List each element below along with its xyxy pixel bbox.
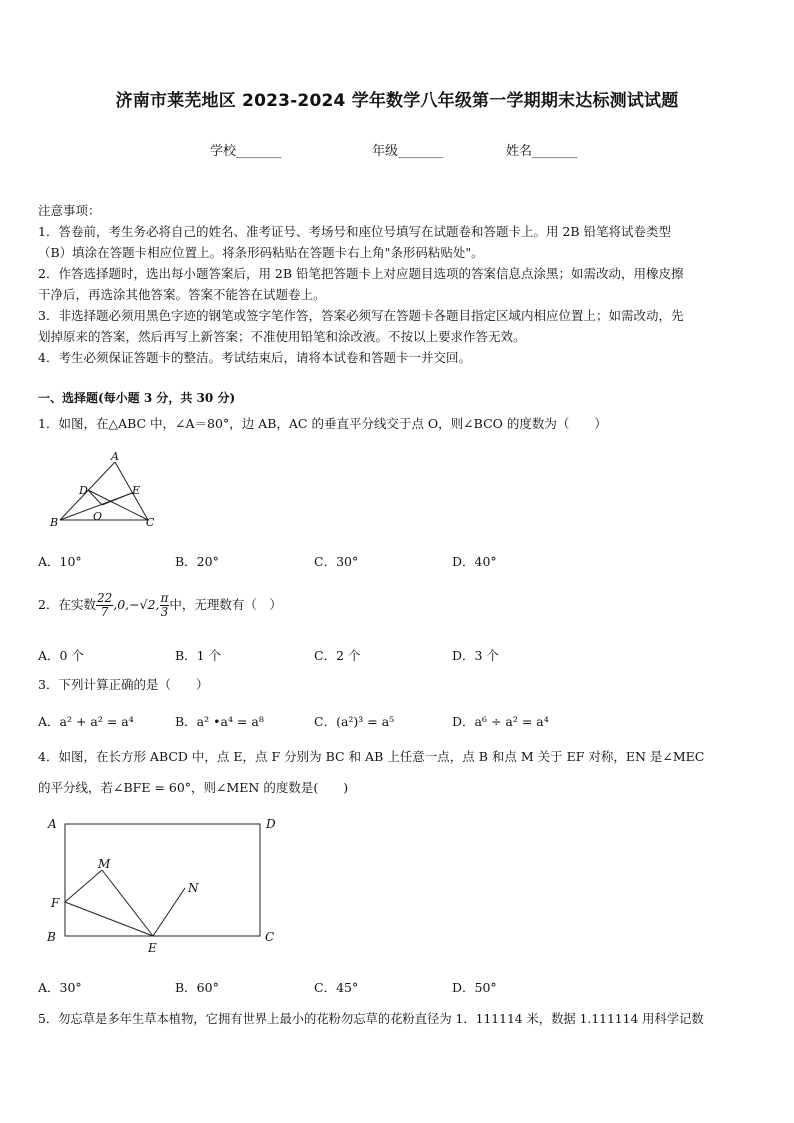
notice-line-5: 3．非选择题必须用黑色字迹的钢笔或签字笔作答，答案必须写在答题卡各题目指定区域内相应位置上；如需改动，先 (38, 308, 684, 323)
q1-option-c[interactable]: C．30° (314, 554, 359, 569)
q2-option-d[interactable]: D．3 个 (452, 648, 499, 663)
q4-label-m: M (98, 857, 111, 871)
q3-option-c[interactable]: C．(a²)³ = a⁵ (314, 714, 395, 729)
fraction-numerator: π (160, 591, 169, 605)
q1-label-d: D (79, 484, 88, 497)
q4-option-b[interactable]: B．60° (175, 980, 219, 995)
q1-label-b: B (50, 516, 59, 529)
rectangle-abcd (65, 824, 260, 936)
q2-option-b[interactable]: B．1 个 (175, 648, 222, 663)
segment-do (88, 490, 102, 505)
q4-label-n: N (188, 881, 199, 895)
q4-label-e: E (148, 941, 157, 955)
school-field[interactable]: 学校_______ (210, 144, 282, 159)
notice-line-4: 干净后，再选涂其他答案。答案不能答在试题卷上。 (38, 287, 326, 302)
segment-fm (65, 870, 102, 902)
section-heading: 一、选择题(每小题 3 分，共 30 分) (38, 391, 236, 405)
q2-option-a[interactable]: A．0 个 (38, 648, 84, 663)
q4-label-f: F (51, 896, 60, 910)
q3-option-b[interactable]: B．a² •a⁴ = a⁸ (175, 714, 264, 729)
q4-label-b: B (47, 930, 56, 944)
q2-prefix: 2．在实数 (38, 597, 96, 612)
q2-middle: ,0,−√2, (113, 597, 160, 612)
fraction-pi-3 (160, 592, 170, 619)
fraction-denominator: 7 (100, 605, 109, 619)
q2-option-c[interactable]: C．2 个 (314, 648, 361, 663)
notice-line-3: 2．作答选择题时，选出每小题答案后，用 2B 铅笔把答题卡上对应题目选项的答案信息点涂黑；如需改动，用橡皮擦 (38, 266, 684, 281)
q4-option-d[interactable]: D．50° (452, 980, 497, 995)
q4-stem-line-2: 的平分线，若∠BFE = 60°，则∠MEN 的度数是( ) (38, 780, 349, 795)
q1-triangle-figure (40, 450, 170, 535)
fraction-numerator: 22 (96, 591, 113, 605)
fraction-22-7 (96, 592, 113, 619)
notice-line-7: 4．考生必须保证答题卡的整洁。考试结束后，请将本试卷和答题卡一并交回。 (38, 350, 471, 365)
q1-option-b[interactable]: B．20° (175, 554, 219, 569)
name-field[interactable]: 姓名_______ (506, 144, 578, 159)
q2-stem (38, 590, 282, 620)
q4-rectangle-figure (40, 812, 290, 957)
q3-stem: 3．下列计算正确的是（ ） (38, 677, 209, 692)
q3-option-d[interactable]: D．a⁶ ÷ a² = a⁴ (452, 714, 549, 729)
q1-stem: 1．如图，在△ABC 中，∠A＝80°，边 AB，AC 的垂直平分线交于点 O，则∠BCO 的度数为（ ） (38, 416, 607, 431)
q1-option-a[interactable]: A．10° (38, 554, 82, 569)
notice-line-1: 1．答卷前，考生务必将自己的姓名、准考证号、考场号和座位号填写在试题卷和答题卡上。用 2B 铅笔将试卷类型 (38, 224, 672, 239)
q2-suffix: 中，无理数有（ ） (169, 597, 282, 612)
exam-title: 济南市莱芜地区 2023-2024 学年数学八年级第一学期期末达标测试试题 (115, 91, 679, 111)
q4-label-d: D (266, 817, 276, 831)
q4-label-c: C (265, 930, 275, 944)
segment-en (153, 888, 185, 936)
notice-line-6: 划掉原来的答案，然后再写上新答案；不准使用铅笔和涂改液。不按以上要求作答无效。 (38, 329, 526, 344)
q1-option-d[interactable]: D．40° (452, 554, 497, 569)
q1-label-o: O (93, 510, 103, 523)
q4-label-a: A (48, 817, 57, 831)
q1-label-c: C (146, 516, 155, 529)
q4-option-c[interactable]: C．45° (314, 980, 359, 995)
q3-option-a[interactable]: A．a² + a² = a⁴ (38, 714, 134, 729)
fraction-denominator: 3 (160, 605, 169, 619)
grade-field[interactable]: 年级_______ (372, 144, 444, 159)
notice-heading: 注意事项： (38, 203, 101, 218)
q5-stem: 5．勿忘草是多年生草本植物，它拥有世界上最小的花粉勿忘草的花粉直径为 1．111114 米，数据 1.111114 用科学记数 (38, 1012, 704, 1026)
q4-stem-line-1: 4．如图，在长方形 ABCD 中，点 E，点 F 分别为 BC 和 AB 上任意一点，点 B 和点 M 关于 EF 对称，EN 是∠MEC (38, 749, 705, 764)
q4-option-a[interactable]: A．30° (38, 980, 82, 995)
q1-label-e: E (132, 484, 141, 497)
notice-line-2: （B）填涂在答题卡相应位置上。将条形码粘贴在答题卡右上角"条形码粘贴处"。 (38, 245, 484, 260)
q1-label-a: A (111, 450, 119, 463)
